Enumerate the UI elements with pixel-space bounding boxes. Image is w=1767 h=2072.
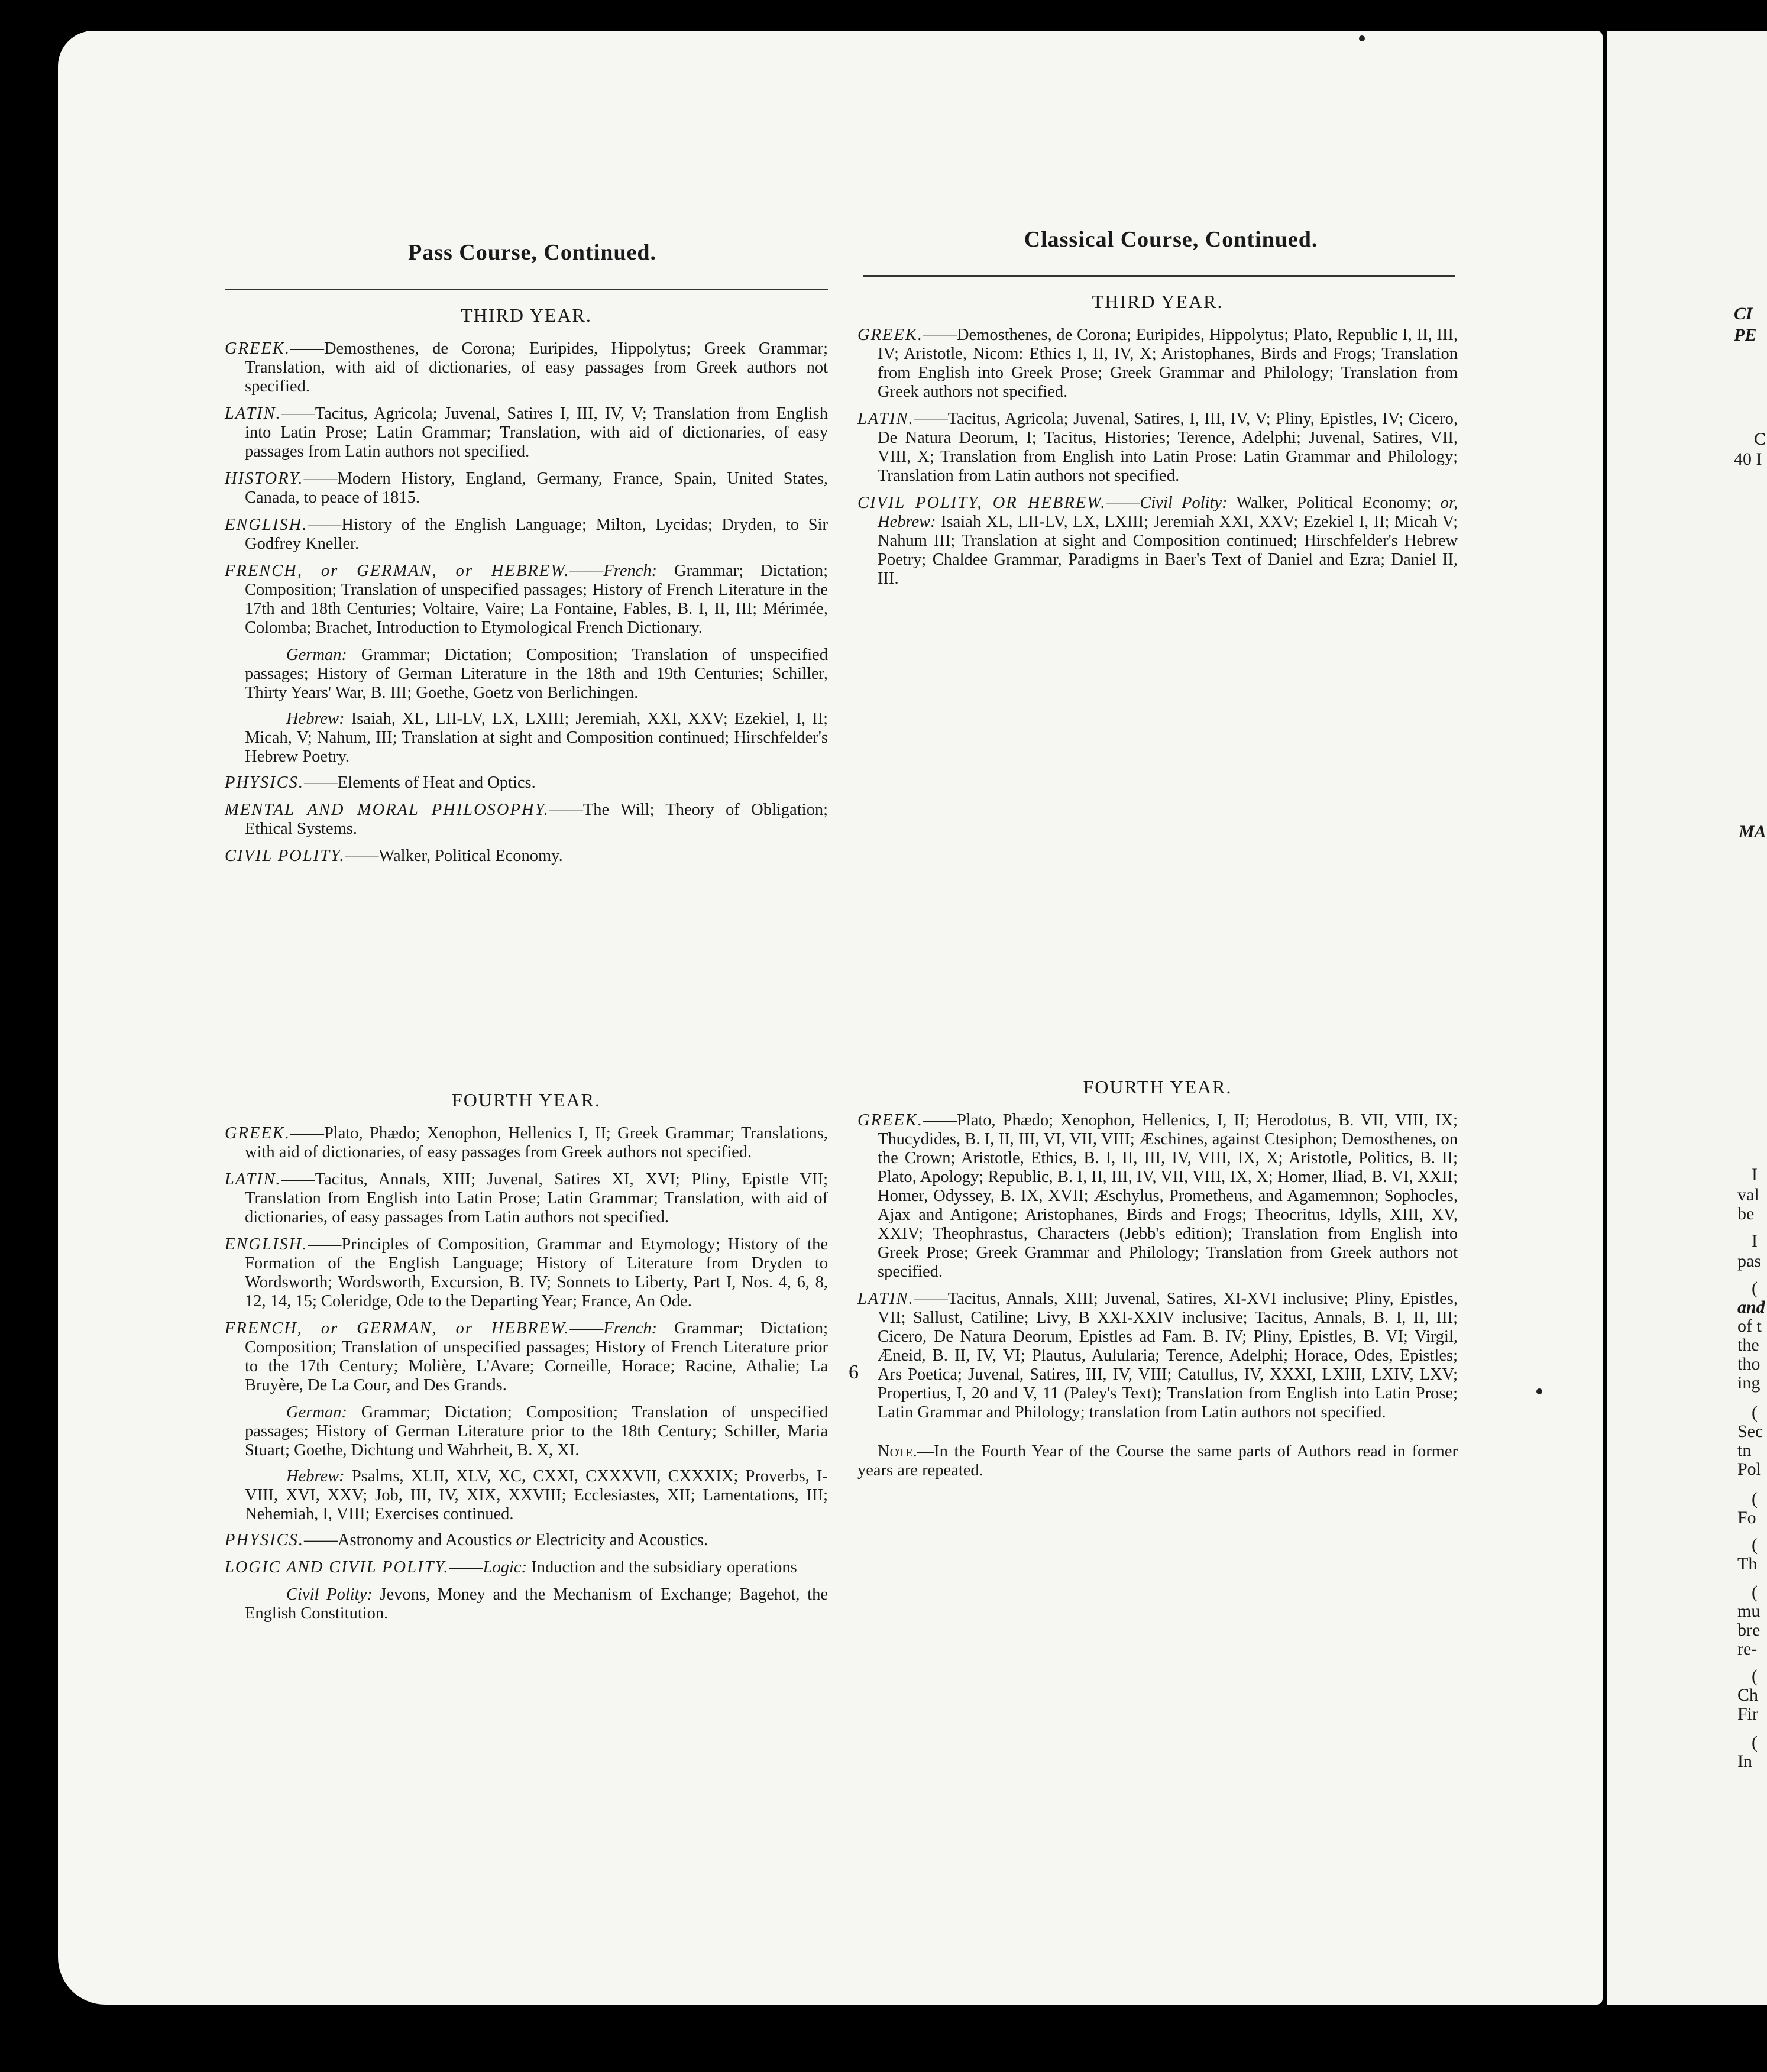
language-label: Civil Polity: [1140,494,1228,512]
next-page-fragment: ( [1752,1666,1758,1686]
language-label: French: [603,1319,658,1338]
next-page-fragment: and [1737,1297,1765,1317]
subject-label: GREEK. [225,1124,290,1142]
physics-entry [225,773,828,792]
entry-text: Grammar; Dictation; Composition; Translation of unspecified passages; History of German Literature prior to the 18th Century; Schiller, Maria Stuart; Goethe, Dichtung und Wahrheit, B. X, XI. [245,1403,828,1459]
ink-speck [1536,1388,1542,1394]
hebrew-entry [225,710,828,766]
entry-text: ——Elements of Heat and Optics. [303,773,536,792]
language-label: Logic: [483,1558,527,1576]
subject-label: GREEK. [225,339,290,358]
physics-entry [225,1531,828,1550]
pass-course-third-year [225,305,828,874]
next-page-fragment: pas [1737,1251,1761,1271]
mental-philosophy-entry [225,801,828,838]
entry-text: Walker, Political Economy; [1227,494,1441,512]
entry-text: ——The Will; Theory of Obligation; Ethical Systems. [245,801,829,838]
language-label: Hebrew: [286,710,345,728]
entry-text: ——Tacitus, Annals, XIII; Juvenal, Satires, XI-XVI inclusive; Pliny, Epistles, VII; Sallust, Catiline; Livy, B XXI-XXIV inclusive; Tacitus, Annals, B. I, II, III; Cicero, De Natura Deorum, Epistles ad Fam. B. IV; Pliny, Epistles, B. VI; Virgil, Æneid, B. II, IV, VI; Plautus, Aulularia; Terence, Adelphi; Horace, Odes, Epistles; Ars Poetica; Juvenal, Satires, III, IV, VIII; Catullus, IV, XXXI, LXIII, LXIV, LXV; Propertius, I, 20 and V, 11 (Paley's Text); Translation from English into Latin Prose; Latin Grammar and Philology; translation from Latin authors not specified. [878,1290,1458,1422]
next-page-fragment: Ch [1737,1685,1759,1705]
language-label: German: [286,646,347,664]
fourth-year-note [857,1442,1458,1480]
next-page-fragment: bre [1737,1620,1760,1640]
dash: —— [1106,494,1140,512]
classical-course-fourth-year [857,1076,1458,1497]
next-page-fragment: val [1737,1185,1759,1205]
entry-text: ——Modern History, England, Germany, France, Spain, United States, Canada, to peace of 1815. [245,470,828,507]
or-word: or [516,1531,531,1549]
entry-text: ——Plato, Phædo; Xenophon, Hellenics I, II; Greek Grammar; Translations, with aid of dictionaries, of easy passages from Greek authors not specified. [245,1124,828,1161]
entry-text: ——Principles of Composition, Grammar and Etymology; History of the Formation of the English Language; History of Literature from Dryden to Wordsworth; Wordsworth, Excursion, B. IV; Sonnets to Liberty, Part I, Nos. 4, 6, 8, 12, 14, 15; Coleridge, Ode to the Departing Year; France, An Ode. [245,1235,828,1310]
classical-course-third-year [857,291,1458,597]
subject-label: ENGLISH. [225,516,308,534]
latin-entry [857,1290,1458,1422]
subject-label: ENGLISH. [225,1235,308,1254]
subject-label: PHYSICS. [225,773,304,792]
entry-text: Isaiah, XL, LII-LV, LX, LXIII; Jeremiah, XXI, XXV; Ezekiel, I, II; Micah, V; Nahum, III; Translation at sight and Composition continued; Hirschfelder's Hebrew Poetry. [245,710,828,766]
subject-label: MENTAL AND MORAL PHILOSOPHY. [225,801,549,819]
language-label: Hebrew: [286,1467,345,1485]
subject-label: LATIN. [225,404,281,423]
entry-text: Grammar; Dictation; Composition; Translation of unspecified passages; History of French Literature prior to the 17th Century; Molière, L'Avare; Corneille, Horace; Racine, Athalie; La Bruyère, De La Cour, and Des Grands. [245,1319,828,1394]
entry-text: Psalms, XLII, XLV, XC, CXXI, CXXXVII, CXXXIX; Proverbs, I-VIII, XVI, XXV; Job, III, IV, XIX, XXVIII; Ecclesiastes, XII; Lamentations, III; Nehemiah, I, VIII; Exercises continued. [245,1467,828,1523]
next-page-fragment: ( [1752,1278,1758,1298]
entry-text: ——History of the English Language; Milton, Lycidas; Dryden, to Sir Godfrey Kneller. [245,516,828,553]
entry-text: Grammar; Dictation; Composition; Translation of unspecified passages; History of French Literature in the 17th and 18th Centuries; Voltaire, Vaire; La Fontaine, Fables, B. I, II, III; Mérimée, Colomba; Brachet, Introduction to Etymological French Dictionary. [245,562,828,637]
entry-text: ——Astronomy and Acoustics [303,1531,516,1549]
next-page-fragment: ing [1737,1373,1760,1393]
entry-text: ——Tacitus, Agricola; Juvenal, Satires I, III, IV, V; Translation from English into Latin Prose; Latin Grammar; Translation, with aid of dictionaries, of easy passages from Latin authors not specified. [245,404,828,461]
language-label: Civil Polity: [286,1585,373,1604]
subject-label: LATIN. [857,1290,914,1308]
next-page-fragment: the [1737,1335,1759,1355]
logic-civil-polity-entry [225,1558,828,1577]
subject-label: CIVIL POLITY, OR HEBREW. [857,494,1106,512]
entry-text: Isaiah XL, LII-LV, LX, LXIII; Jeremiah XXI, XXV; Ezekiel I, II; Micah V; Nahum III; Translation at sight and Composition continued; Hirschfelder's Hebrew Poetry; Chaldee Grammar, Paradigms in Baer's Text of Daniel and Ezra; Daniel II, III. [878,513,1458,588]
year-heading: THIRD YEAR. [461,305,592,326]
entry-text: ——Tacitus, Annals, XIII; Juvenal, Satires XI, XVI; Pliny, Epistle VII; Translation from English into Latin Prose; Latin Grammar; Translation, with aid of dictionaries, of easy passages from Latin authors not specified. [245,1170,828,1226]
language-label: or, Hebrew: [878,494,1458,531]
running-head-right: Classical Course, Continued. [1024,227,1318,252]
next-page-fragment: ( [1752,1535,1758,1555]
civil-polity-subentry [225,1585,828,1623]
year-heading: FOURTH YEAR. [1083,1076,1232,1097]
next-page-fragment: Th [1737,1554,1758,1574]
year-heading: FOURTH YEAR. [451,1089,601,1111]
latin-entry [857,410,1458,485]
subject-label: LATIN. [857,410,914,428]
next-page-fragment: of t [1737,1316,1762,1336]
entry-text: Grammar; Dictation; Composition; Translation of unspecified passages; History of German Literature in the 18th and 19th Centuries; Schiller, Thirty Years' War, B. III; Goethe, Goetz von Berlichingen. [245,646,828,702]
running-head-left: Pass Course, Continued. [408,240,656,265]
english-entry [225,516,828,553]
languages-entry [225,1319,828,1395]
next-page-fragment: Fo [1737,1508,1756,1527]
entry-text: ——Demosthenes, de Corona; Euripides, Hippolytus; Greek Grammar; Translation, with aid of dictionaries, of easy passages from Greek authors not specified. [245,339,828,396]
next-page-fragment: ( [1752,1582,1758,1602]
next-page-fragment: MA [1739,822,1766,841]
next-page-fragment: CI [1734,304,1753,323]
header-rule-left [225,289,828,290]
entry-text: ——Demosthenes, de Corona; Euripides, Hippolytus; Plato, Republic I, II, III, IV; Aristotle, Nicom: Ethics I, II, IV, X; Aristophanes, Birds and Frogs; Translation from English into Greek Prose; Greek Grammar and Philology; Translation from Greek authors not specified. [878,326,1458,401]
next-page-fragment: ( [1752,1403,1758,1422]
greek-entry [225,1124,828,1162]
english-entry [225,1235,828,1311]
entry-text: ——Tacitus, Agricola; Juvenal, Satires, I, III, IV, V; Pliny, Epistles, IV; Cicero, De Natura Deorum, I; Tacitus, Histories; Terence, Adelphi; Juvenal, Satires, VII, VIII, X; Translation from English into Latin Prose: Latin Grammar and Philology; Translation from Latin authors not specified. [878,410,1458,485]
next-page-fragment: 40 I [1734,449,1762,469]
next-page-fragment: tn [1737,1440,1752,1460]
dash: —— [569,562,604,580]
ink-speck [1359,35,1365,41]
note-text: —In the Fourth Year of the Course the same parts of Authors read in former years are repeated. [857,1442,1458,1479]
subject-label: PHYSICS. [225,1531,304,1549]
greek-entry [857,326,1458,402]
subject-label: CIVIL POLITY. [225,847,345,865]
dash: —— [569,1319,604,1338]
subject-label: LOGIC AND CIVIL POLITY. [225,1558,449,1576]
next-page-fragment: be [1737,1204,1755,1223]
pass-course-fourth-year [225,1089,828,1630]
next-page-fragment: ( [1752,1733,1758,1752]
next-page-fragment: ( [1752,1489,1758,1508]
page-number: 6 [849,1361,859,1383]
subject-label: GREEK. [857,326,923,344]
entry-text: Electricity and Acoustics. [530,1531,708,1549]
year-heading: THIRD YEAR. [1092,291,1224,312]
history-entry [225,470,828,507]
entry-text: ——Plato, Phædo; Xenophon, Hellenics, I, II; Herodotus, B. VII, VIII, IX; Thucydides, B. I, II, III, VI, VII, VIII; Æschines, against Ctesiphon; Demosthenes, on the Crown; Aristotle, Ethics, B. I, II, III, IV, VIII, IX, X; Aristotle, Politics, B. II; Plato, Apology; Republic, B. I, II, III, IV, VII, VIII, IX, X; Homer, Iliad, B. VI, XXII; Homer, Odyssey, B. IX, XVII; Æschylus, Prometheus, and Agamemnon; Sophocles, Ajax and Antigone; Aristophanes, Birds and Frogs; Theocritus, Idylls, XIII, XV, XXIV; Theophrastus, Characters (Jebb's edition); Translation from English into Greek Prose; Greek Grammar and Philology; Translation from Greek authors not specified. [878,1111,1458,1281]
latin-entry [225,404,828,461]
subject-label: HISTORY. [225,470,304,488]
next-page-fragment: C [1754,429,1766,449]
next-page-fragment: I [1752,1231,1758,1251]
next-page-fragment: tho [1737,1354,1760,1374]
languages-entry [225,562,828,637]
subject-label: LATIN. [225,1170,281,1189]
german-entry [225,1403,828,1460]
next-page-fragment: Pol [1737,1459,1762,1479]
entry-text: Jevons, Money and the Mechanism of Exchange; Bagehot, the English Constitution. [245,1585,829,1623]
civil-polity-entry [225,847,828,866]
subject-label: FRENCH, or GERMAN, or HEBREW. [225,562,570,580]
greek-entry [225,339,828,396]
note-label: Note. [878,1442,917,1461]
civil-polity-hebrew-entry [857,494,1458,588]
entry-text: ——Walker, Political Economy. [345,847,563,865]
header-rule-right [863,275,1455,277]
dash: —— [449,1558,483,1576]
greek-entry [857,1111,1458,1281]
next-page-fragment: mu [1737,1601,1760,1621]
next-page-fragment: re- [1737,1639,1758,1659]
next-page-fragment: PE [1734,325,1757,345]
language-label: German: [286,1403,347,1422]
hebrew-entry [225,1467,828,1524]
entry-text: Induction and the subsidiary operations [527,1558,797,1576]
next-page-fragment: Sec [1737,1422,1763,1441]
latin-entry [225,1170,828,1227]
next-page-fragment: In [1737,1752,1752,1771]
next-page-fragment: Fir [1737,1704,1759,1724]
next-page-fragment: I [1752,1165,1758,1184]
subject-label: FRENCH, or GERMAN, or HEBREW. [225,1319,570,1338]
subject-label: GREEK. [857,1111,923,1129]
german-entry [225,646,828,702]
language-label: French: [603,562,658,580]
